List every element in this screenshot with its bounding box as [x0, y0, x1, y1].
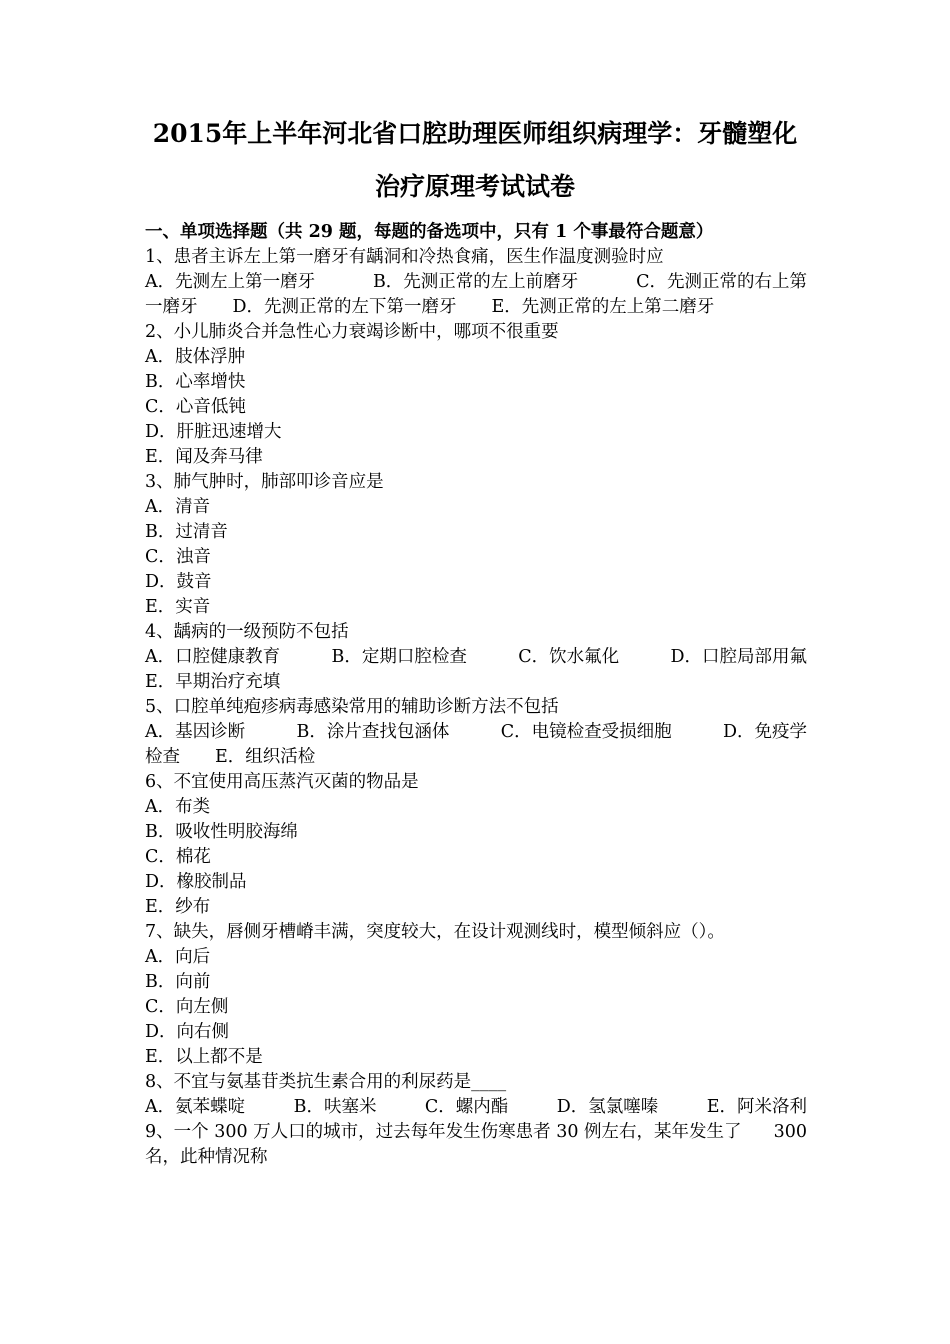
- title-line-2: 治疗原理考试试卷: [374, 172, 575, 201]
- question-9-line-1: [145, 1121, 807, 1143]
- question-6: 6、不宜使用高压蒸汽灭菌的物品是: [145, 772, 419, 792]
- q2-option-a: A．肢体浮肿: [145, 347, 246, 367]
- q4-option-d: D．口腔局部用氟: [670, 647, 807, 667]
- question-5-options-row-2: [145, 746, 315, 768]
- q5-option-d: D．免疫学: [722, 722, 807, 742]
- q5-option-e: E．组织活检: [215, 747, 316, 767]
- q2-option-e: E．闻及奔马律: [145, 447, 263, 467]
- q4-option-e: E．早期治疗充填: [145, 672, 281, 692]
- q6-option-e: E．纱布: [145, 897, 211, 917]
- question-4-options-row: [145, 646, 807, 668]
- q3-option-b: B．过清音: [145, 522, 228, 542]
- q8-option-c: C．螺内酯: [424, 1097, 509, 1117]
- q4-option-c: C．饮水氟化: [518, 647, 620, 667]
- q3-option-e: E．实音: [145, 597, 211, 617]
- q6-option-c: C．棉花: [145, 847, 211, 867]
- q5-option-c: C．电镜检查受损细胞: [500, 722, 672, 742]
- q5-option-a: A．基因诊断: [145, 722, 246, 742]
- section-heading: 一、单项选择题（共 29 题，每题的备选项中，只有 1 个事最符合题意）: [145, 222, 714, 242]
- question-4: 4、龋病的一级预防不包括: [145, 622, 349, 642]
- question-9-number: 300: [773, 1122, 807, 1142]
- q1-option-a: A．先测左上第一磨牙: [145, 272, 316, 292]
- q3-option-a: A．清音: [145, 497, 211, 517]
- q7-option-c: C．向左侧: [145, 997, 229, 1017]
- q7-option-e: E．以上都不是: [145, 1047, 263, 1067]
- q1-option-d: D．先测正常的左下第一磨牙: [232, 297, 457, 317]
- q6-option-a: A．布类: [145, 797, 211, 817]
- q5-option-b: B．涂片查找包涵体: [296, 722, 450, 742]
- question-5: 5、口腔单纯疱疹病毒感染常用的辅助诊断方法不包括: [145, 697, 559, 717]
- question-7: 7、缺失，唇侧牙槽嵴丰满，突度较大，在设计观测线时，模型倾斜应（）。: [145, 922, 725, 942]
- q6-option-b: B．吸收性明胶海绵: [145, 822, 298, 842]
- question-1-options-row-1: [145, 271, 807, 293]
- q4-option-a: A．口腔健康教育: [145, 647, 281, 667]
- q1-option-b: B．先测正常的左上前磨牙: [372, 272, 579, 292]
- q8-option-e: E．阿米洛利: [706, 1097, 807, 1117]
- q1-option-c: C．先测正常的右上第: [636, 272, 807, 292]
- q3-option-c: C．浊音: [145, 547, 211, 567]
- q7-option-d: D．向右侧: [145, 1022, 230, 1042]
- question-5-options-row: [145, 721, 807, 743]
- question-9-line-2: 名，此种情况称: [145, 1147, 268, 1167]
- q2-option-c: C．心音低钝: [145, 397, 246, 417]
- q2-option-d: D．肝脏迅速增大: [145, 422, 282, 442]
- question-2: 2、小儿肺炎合并急性心力衰竭诊断中，哪项不很重要: [145, 322, 559, 342]
- q5-option-d-cont: 检查: [145, 747, 180, 767]
- question-9-text: 9、一个 300 万人口的城市，过去每年发生伤寒患者 30 例左右，某年发生了: [145, 1122, 742, 1142]
- q8-option-b: B．呋塞米: [293, 1097, 377, 1117]
- question-8: 8、不宜与氨基苷类抗生素合用的利尿药是____: [145, 1072, 507, 1092]
- q2-option-b: B．心率增快: [145, 372, 246, 392]
- q1-option-e: E．先测正常的左上第二磨牙: [491, 297, 715, 317]
- q7-option-b: B．向前: [145, 972, 211, 992]
- q8-option-a: A．氨苯蝶啶: [145, 1097, 246, 1117]
- question-1-options-row-2: [145, 296, 714, 318]
- q7-option-a: A．向后: [145, 947, 211, 967]
- question-1: 1、患者主诉左上第一磨牙有龋洞和冷热食痛，医生作温度测验时应: [145, 247, 664, 267]
- question-3: 3、肺气肿时，肺部叩诊音应是: [145, 472, 384, 492]
- q6-option-d: D．橡胶制品: [145, 872, 247, 892]
- q3-option-d: D．鼓音: [145, 572, 212, 592]
- q1-option-c-cont: 一磨牙: [145, 297, 198, 317]
- question-8-options-row: [145, 1096, 807, 1118]
- q8-option-d: D．氢氯噻嗪: [556, 1097, 659, 1117]
- title-line-1: 2015年上半年河北省口腔助理医师组织病理学：牙髓塑化: [152, 119, 798, 148]
- q4-option-b: B．定期口腔检查: [331, 647, 467, 667]
